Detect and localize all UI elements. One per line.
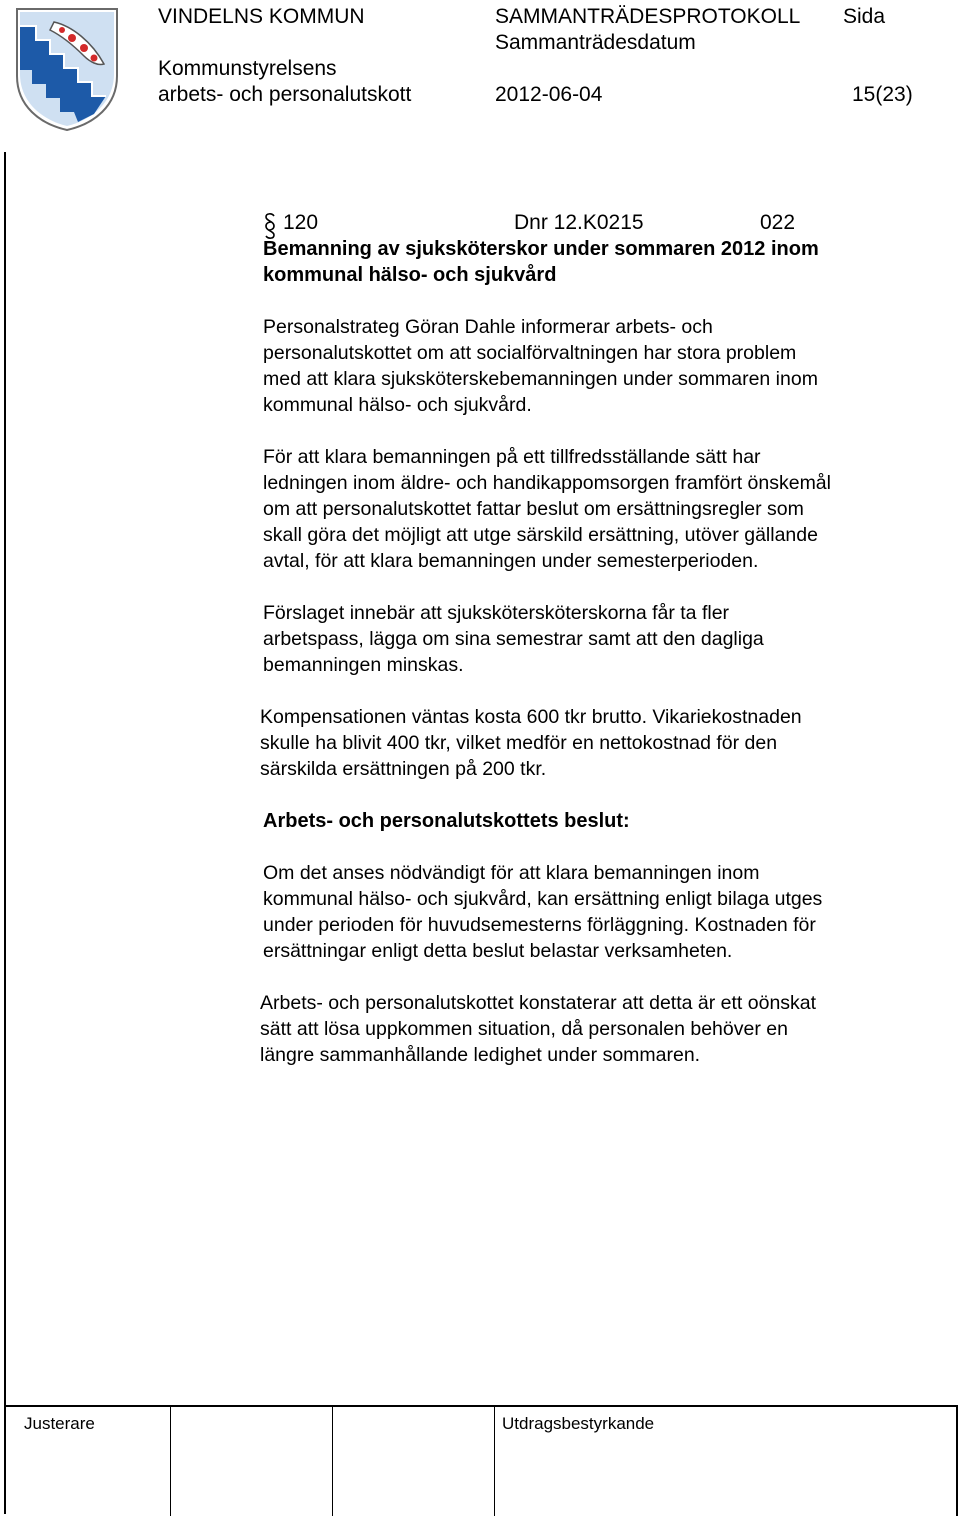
paragraph-6 (260, 990, 816, 1068)
footer-signature-table (4, 1405, 958, 1516)
committee-line2: arbets- och personalutskott (158, 83, 412, 106)
text-line: under perioden för huvudsemesterns förläggning. Kostnaden för (263, 914, 816, 936)
protocol-title: SAMMANTRÄDESPROTOKOLL (495, 5, 801, 28)
page-label: Sida (843, 5, 886, 28)
item-title (263, 236, 819, 288)
text-line: kommunal hälso- och sjukvård. (263, 394, 532, 416)
text-line: skall göra det möjligt att utge särskild ersättning, utöver gällande (263, 524, 818, 546)
municipal-crest-icon (14, 6, 120, 132)
meeting-date: 2012-06-04 (495, 83, 603, 106)
footer-divider (494, 1407, 495, 1516)
decision-heading: Arbets- och personalutskottets beslut: (263, 810, 630, 832)
text-line: Arbets- och personalutskottet konstaterar att detta är ett oönskat (260, 992, 817, 1014)
footer-right-edge (956, 1407, 958, 1516)
footer-divider (170, 1407, 171, 1516)
text-line: kommunal hälso- och sjukvård, kan ersättning enligt bilaga utges (263, 888, 823, 910)
paragraph-3 (263, 600, 764, 678)
text-line: sätt att lösa uppkommen situation, då personalen behöver en (260, 1018, 788, 1040)
paragraph-2 (263, 444, 831, 574)
paragraph-1 (263, 314, 818, 418)
page-number: 15(23) (852, 83, 913, 106)
paragraph-4 (260, 704, 802, 782)
text-line: avtal, för att klara bemanningen under semesterperioden. (263, 550, 759, 572)
text-line: arbetspass, lägga om sina semestrar samt att den dagliga (263, 628, 764, 650)
text-line: ledningen inom äldre- och handikappomsorgen framfört önskemål (263, 472, 831, 494)
text-line: ersättningar enligt detta beslut belastar verksamheten. (263, 940, 733, 962)
text-line: särskilda ersättningen på 200 tkr. (260, 758, 547, 780)
municipality-name: VINDELNS KOMMUN (158, 5, 365, 28)
item-title-line: kommunal hälso- och sjukvård (263, 264, 557, 286)
text-line: bemanningen minskas. (263, 654, 464, 676)
committee-line1: Kommunstyrelsens (158, 57, 337, 80)
text-line: om att personalutskottet fattar beslut om ersättningsregler som (263, 498, 804, 520)
left-margin-rule (4, 152, 6, 1514)
dnr: Dnr 12.K0215 (514, 211, 644, 234)
paragraph-5 (263, 860, 822, 964)
utdragsbestyrkande-label: Utdragsbestyrkande (502, 1414, 655, 1433)
paragraph-number: 120 (283, 211, 319, 234)
item-code: 022 (760, 211, 796, 234)
footer-divider (332, 1407, 333, 1516)
text-line: längre sammanhållande ledighet under sommaren. (260, 1044, 701, 1066)
justerare-label: Justerare (24, 1414, 95, 1433)
text-line: med att klara sjuksköterskebemanningen under sommaren inom (263, 368, 818, 390)
item-title-line: Bemanning av sjuksköterskor under sommaren 2012 inom (263, 238, 819, 260)
text-line: Om det anses nödvändigt för att klara bemanningen inom (263, 862, 760, 884)
text-line: personalutskottet om att socialförvaltningen har stora problem (263, 342, 797, 364)
text-line: Förslaget innebär att sjukskötersköterskorna får ta fler (263, 602, 730, 624)
text-line: skulle ha blivit 400 tkr, vilket medför en nettokostnad för den (260, 732, 778, 754)
meeting-date-label: Sammanträdesdatum (495, 31, 696, 54)
text-line: Personalstrateg Göran Dahle informerar arbets- och (263, 316, 713, 338)
text-line: Kompensationen väntas kosta 600 tkr brutto. Vikariekostnaden (260, 706, 802, 728)
text-line: För att klara bemanningen på ett tillfredsställande sätt har (263, 446, 761, 468)
